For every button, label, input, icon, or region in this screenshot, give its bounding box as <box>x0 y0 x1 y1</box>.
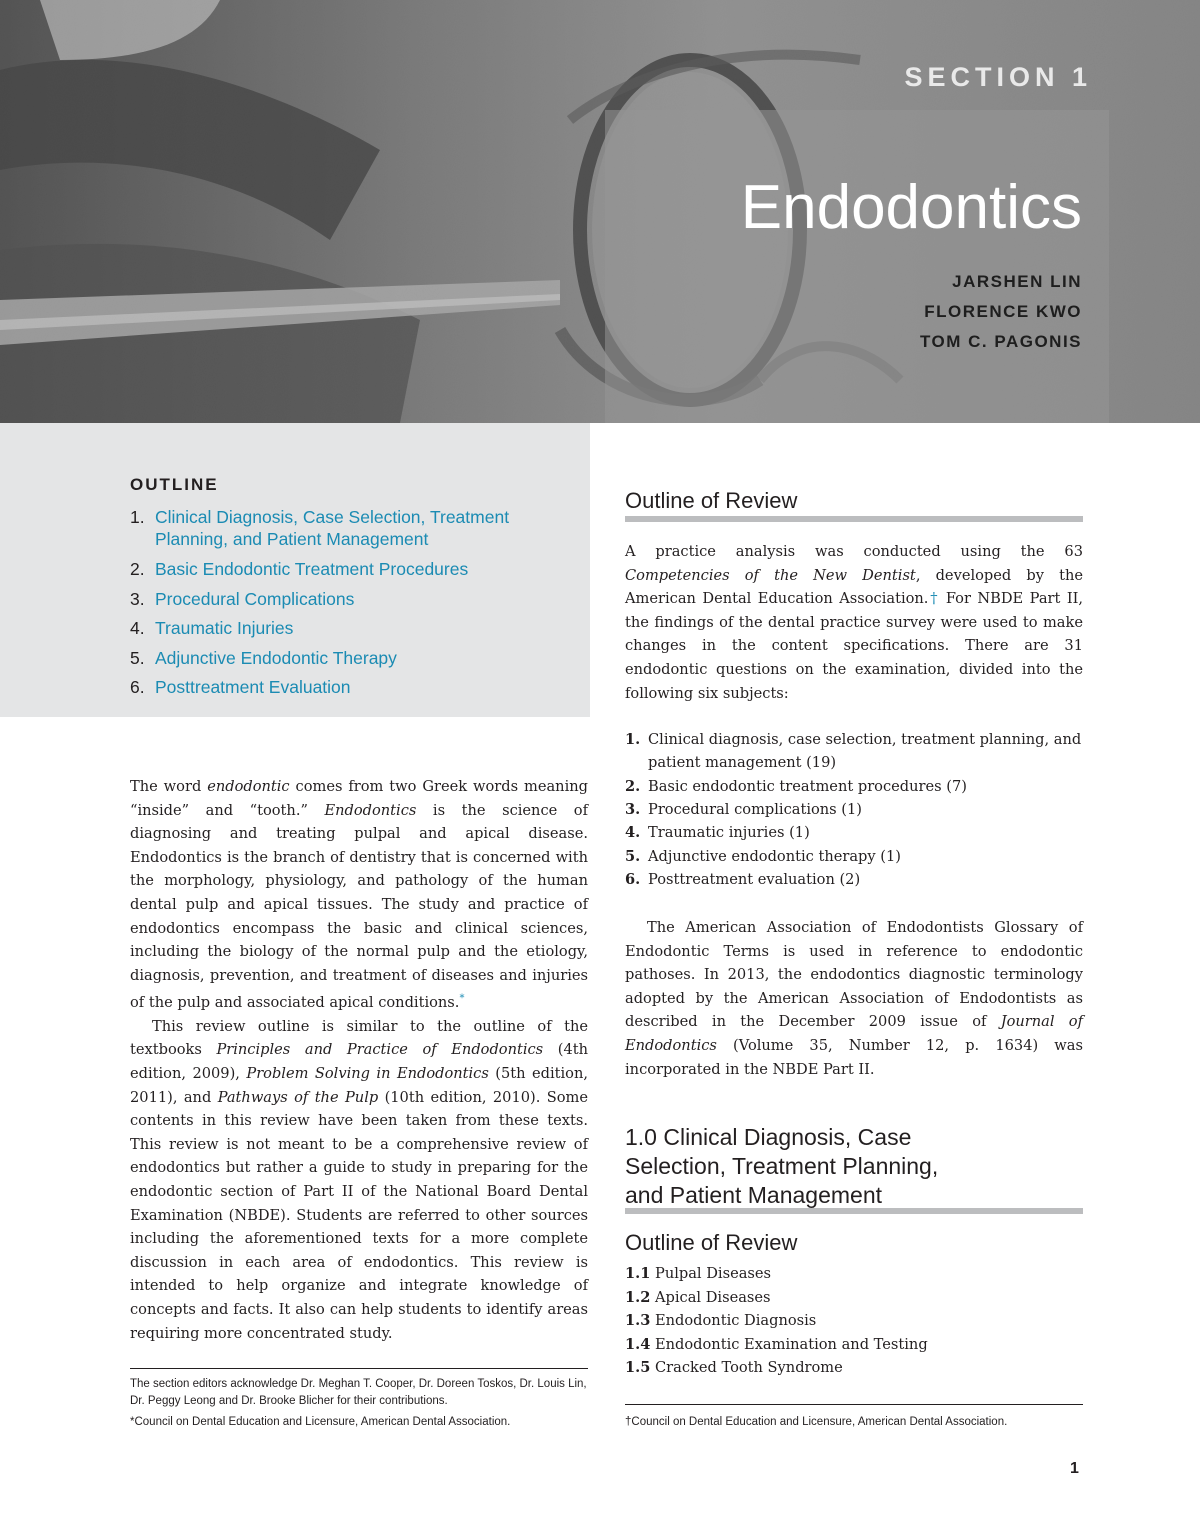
outline-link[interactable] <box>130 558 560 580</box>
text-run: For NBDE Part II, the findings of the dental practice survey were used to make changes in the content specifications. There are 31 endodontic questions on the examination, divided into the following six subjects: <box>625 590 1083 702</box>
practice-analysis-paragraph <box>625 540 1083 705</box>
heading-line: 1.0 Clinical Diagnosis, Case <box>625 1124 912 1150</box>
text-emphasis: Principles and Practice of Endodontics <box>216 1041 544 1059</box>
outline-link[interactable] <box>130 506 560 550</box>
title-panel <box>605 110 1109 423</box>
footnote: †Council on Dental Education and Licensure, American Dental Association. <box>625 1416 1008 1428</box>
section-label: SECTION 1 <box>904 62 1092 92</box>
subject-label: Basic endodontic treatment procedures (7) <box>648 778 967 795</box>
outline-of-review-heading: Outline of Review <box>625 488 798 513</box>
text-emphasis: Journal of Endodontics <box>625 1013 1083 1054</box>
sub-outline-item <box>625 1286 771 1309</box>
subject-item <box>625 798 1085 821</box>
outline-item-number: 6. <box>130 677 145 697</box>
intro-paragraph <box>130 775 588 1015</box>
sub-item-label: Pulpal Diseases <box>655 1265 772 1282</box>
outline-heading: OUTLINE <box>130 475 219 494</box>
acknowledgement-footnote: The section editors acknowledge Dr. Meghan T. Cooper, Dr. Doreen Toskos, Dr. Louis Lin, Dr. Peggy Leong and Dr. Brooke Blicher for their contributions. <box>130 1378 587 1407</box>
sub-outline-item <box>625 1356 843 1379</box>
outline-link[interactable] <box>130 617 560 639</box>
text-emphasis: Endodontics <box>324 801 417 819</box>
outline-item-label: Clinical Diagnosis, Case Selection, Treatment Planning, and Patient Management <box>155 507 510 549</box>
subject-label: Posttreatment evaluation (2) <box>648 871 861 888</box>
subject-item <box>625 821 1085 844</box>
sub-item-label: Endodontic Diagnosis <box>655 1312 817 1329</box>
text-run: , developed by the American Dental Education Association. <box>625 566 1083 608</box>
outline-link[interactable] <box>130 588 560 610</box>
author-name: JARSHEN LIN <box>952 272 1082 291</box>
text-emphasis: Problem Solving in Endodontics <box>246 1064 489 1082</box>
footnote-ref[interactable]: * <box>459 993 465 1005</box>
subject-number: 1. <box>625 731 641 748</box>
text-run: (5th edition, 2011), and <box>130 1064 588 1106</box>
text-run: (Volume 35, Number 12, p. 1634) was incorporated in the NBDE Part II. <box>625 1036 1083 1078</box>
outline-item-number: 3. <box>130 589 145 609</box>
outline-item-number: 1. <box>130 507 145 527</box>
sub-outline-item <box>625 1309 816 1332</box>
text-run: A practice analysis was conducted using the 63 <box>625 543 1083 560</box>
sub-item-number: 1.1 <box>625 1265 651 1282</box>
outline-item-label: Traumatic Injuries <box>155 618 294 638</box>
section-1-heading <box>625 1123 938 1210</box>
subject-number: 3. <box>625 801 641 818</box>
sub-outline-item <box>625 1333 928 1356</box>
sub-item-label: Cracked Tooth Syndrome <box>655 1359 843 1376</box>
subject-label: Adjunctive endodontic therapy (1) <box>648 848 901 865</box>
subject-label: Clinical diagnosis, case selection, treatment planning, and patient management (19) <box>648 731 1082 772</box>
author-name: FLORENCE KWO <box>924 302 1082 321</box>
text-emphasis: Competencies of the New Dentist <box>625 566 916 584</box>
glossary-paragraph <box>625 916 1083 1081</box>
section-title: Endodontics <box>740 173 1082 242</box>
text-emphasis: Pathways of the Pulp <box>217 1088 379 1106</box>
subject-label: Procedural complications (1) <box>648 801 862 818</box>
footnote: *Council on Dental Education and Licensure, American Dental Association. <box>130 1416 511 1428</box>
subject-label: Traumatic injuries (1) <box>648 824 810 841</box>
outline-item-number: 2. <box>130 559 145 579</box>
text-run: This review outline is similar to the outline of the textbooks <box>130 1017 588 1059</box>
text-run: (4th edition, 2009), <box>130 1041 589 1082</box>
text-run: comes from two Greek words meaning “inside” and “tooth.” <box>130 778 588 819</box>
subject-item <box>625 868 1085 891</box>
outline-item-number: 5. <box>130 648 145 668</box>
outline-item-number: 4. <box>130 618 145 638</box>
footnote-divider <box>625 1404 1083 1405</box>
footnote-divider <box>130 1368 588 1369</box>
outline-item-label: Adjunctive Endodontic Therapy <box>155 648 397 668</box>
text-run: The American Association of Endodontists Glossary of Endodontic Terms is used in reference to endodontic pathoses. In 2013, the endodontics diagnostic terminology adopted by the American Association of Endodontists as described in the December 2009 issue of <box>625 919 1083 1031</box>
subject-item <box>625 728 1085 774</box>
subject-number: 2. <box>625 778 641 795</box>
sub-outline-item <box>625 1262 771 1285</box>
footnote-ref[interactable]: † <box>928 590 940 608</box>
subject-item <box>625 845 1085 868</box>
text-emphasis: endodontic <box>207 778 290 795</box>
subject-number: 5. <box>625 848 641 865</box>
heading-line: Selection, Treatment Planning, <box>625 1153 939 1179</box>
heading-underline <box>625 1208 1083 1214</box>
sub-item-number: 1.2 <box>625 1289 651 1306</box>
section-header-photo <box>0 0 1200 423</box>
sub-item-number: 1.4 <box>625 1336 651 1353</box>
outline-item-label: Procedural Complications <box>155 589 355 609</box>
sub-outline-heading: Outline of Review <box>625 1230 798 1255</box>
outline-link[interactable] <box>130 676 560 698</box>
text-run: is the science of diagnosing and treating pulpal and apical disease. Endodontics is the branch of dentistry that is concerned with the morphology, physiology, and pathology of the human dental pulp and apical tissues. The study and practice of endodontics encompass the basic and clinical sciences, including the biology of the normal pulp and the etiology, diagnosis, prevention, and treatment of diseases and injuries of the pulp and associated apical conditions. <box>130 801 588 1012</box>
introduction-text <box>130 775 588 1345</box>
text-run: The word <box>130 778 208 795</box>
text-run: (10th edition, 2010). Some contents in this review have been taken from these texts. This review is not meant to be a comprehensive review of endodontics but rather a guide to study in preparing for the endodontic section of Part II of the National Board Dental Examination (NBDE). Students are referred to other sources including the aforementioned texts for a more complete discussion in each area of endodontics. This review is intended to help organize and integrate knowledge of concepts and facts. It also can help students to identify areas requiring more concentrated study. <box>130 1088 588 1342</box>
outline-link[interactable] <box>130 647 560 669</box>
heading-line: and Patient Management <box>625 1182 883 1208</box>
sub-item-number: 1.5 <box>625 1359 651 1376</box>
sub-item-label: Apical Diseases <box>655 1289 771 1306</box>
page-number: 1 <box>1070 1460 1079 1477</box>
author-name: TOM C. PAGONIS <box>919 332 1082 351</box>
subject-number: 4. <box>625 824 641 841</box>
heading-underline <box>625 516 1083 522</box>
intro-paragraph <box>130 1015 588 1345</box>
outline-item-label: Posttreatment Evaluation <box>155 677 351 697</box>
sub-item-number: 1.3 <box>625 1312 651 1329</box>
sub-item-label: Endodontic Examination and Testing <box>655 1336 928 1353</box>
outline-item-label: Basic Endodontic Treatment Procedures <box>155 559 469 579</box>
subject-item <box>625 775 1085 798</box>
subject-number: 6. <box>625 871 641 888</box>
